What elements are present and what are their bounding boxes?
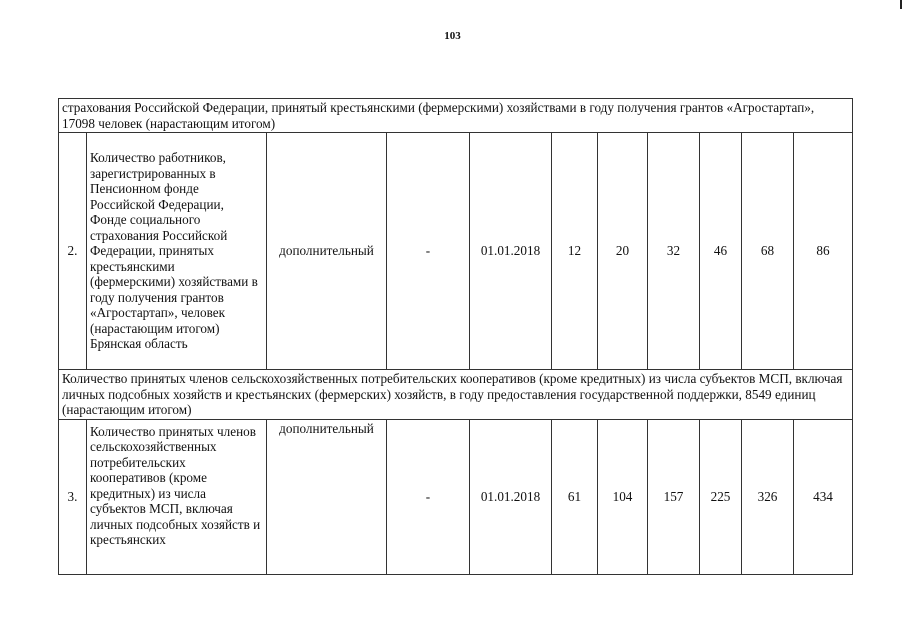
indicator-name: Количество работников, зарегистрированных в Пенсионном фонде Российской Федерации, Фонде социального страхования Российской Федерации, принятых крестьянскими (фермерскими) хозяйствами в году получения грантов «Агростартап», человек (нарастающим итогом) Брянская область [87, 133, 267, 370]
value-cell: 86 [794, 133, 853, 370]
value-cell: 61 [552, 419, 598, 574]
value-cell: 20 [598, 133, 648, 370]
row-number: 3. [59, 419, 87, 574]
value-cell: 12 [552, 133, 598, 370]
value-cell: 32 [648, 133, 700, 370]
indicator-name: Количество принятых членов сельскохозяйственных потребительских кооперативов (кроме кредитных) из числа субъектов МСП, включая личных подсобных хозяйств и крестьянских [90, 423, 261, 547]
value-cell: 434 [794, 419, 853, 574]
section-header-text: Количество принятых членов сельскохозяйственных потребительских кооперативов (кроме кредитных) из числа субъектов МСП, включая личных подсобных хозяйств и крестьянских (фермерских) хозяйств, в году предоставления государственной поддержки, 8549 единиц (нарастающим итогом) [59, 370, 853, 420]
section-header-text: страхования Российской Федерации, принятый крестьянскими (фермерскими) хозяйствами в году получения грантов «Агростартап», 17098 человек (нарастающим итогом) [59, 99, 853, 133]
indicator-name-cell [87, 419, 267, 574]
indicator-table [58, 98, 853, 575]
indicator-type: дополнительный [267, 419, 387, 574]
value-cell: 225 [700, 419, 742, 574]
indicator-type: дополнительный [267, 133, 387, 370]
unit-cell: - [387, 419, 470, 574]
row-number: 2. [59, 133, 87, 370]
page-number: 103 [444, 30, 461, 42]
value-cell: 46 [700, 133, 742, 370]
section-header-row [59, 370, 853, 420]
table-row [59, 133, 853, 370]
base-date: 01.01.2018 [470, 419, 552, 574]
table-row [59, 419, 853, 574]
section-header-row [59, 99, 853, 133]
base-date: 01.01.2018 [470, 133, 552, 370]
value-cell: 326 [742, 419, 794, 574]
value-cell: 157 [648, 419, 700, 574]
value-cell: 104 [598, 419, 648, 574]
value-cell: 68 [742, 133, 794, 370]
scan-edge-mark [900, 0, 902, 9]
unit-cell: - [387, 133, 470, 370]
